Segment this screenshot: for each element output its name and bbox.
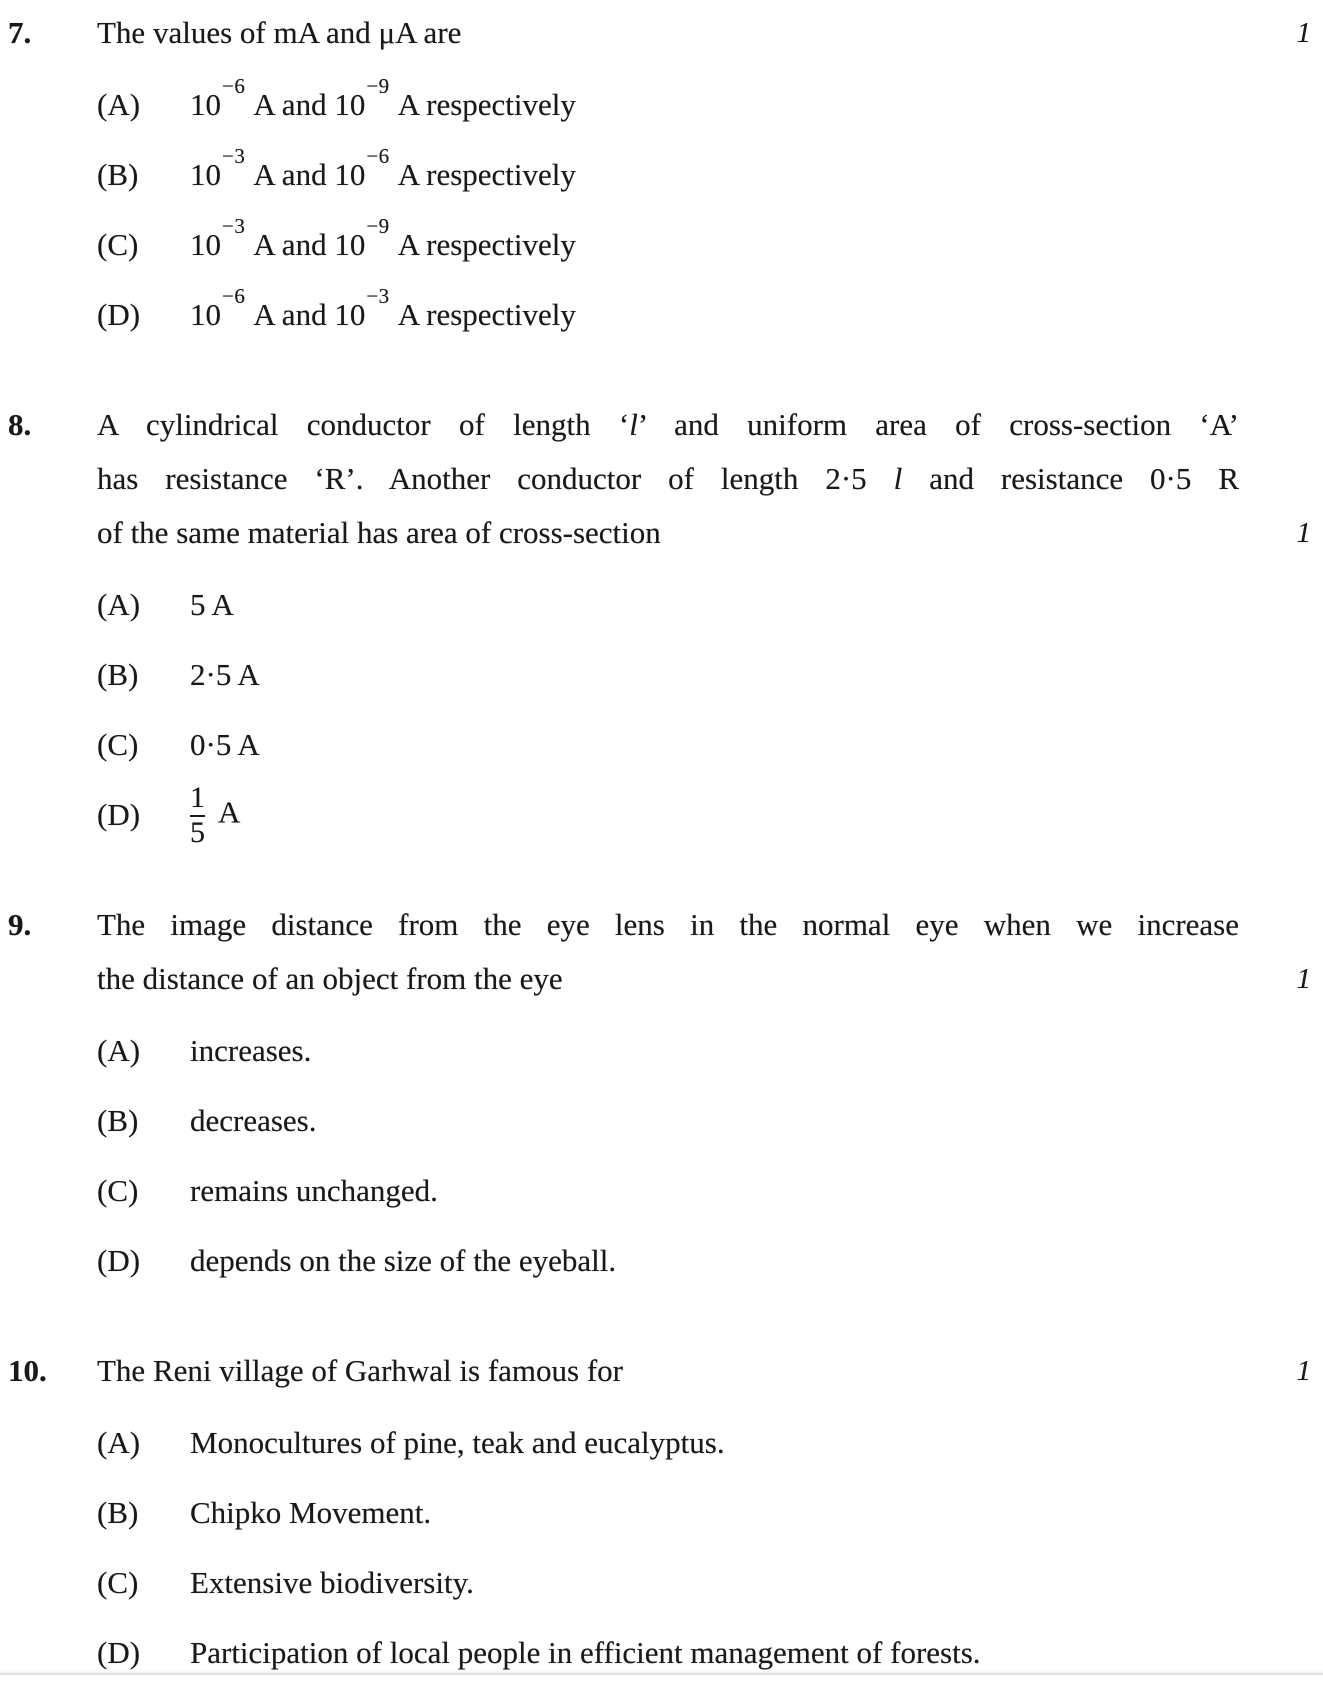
text-segment: The Reni village of Garhwal is famous for bbox=[97, 1353, 623, 1388]
text-segment: ’ and uniform area of cross-section ‘A’ bbox=[637, 407, 1239, 442]
option-8-B-letter: (B) bbox=[97, 657, 139, 692]
fraction-numerator: 1 bbox=[190, 780, 205, 814]
text-segment: A and 10 bbox=[247, 227, 366, 262]
text-segment: A respectively bbox=[391, 157, 576, 192]
option-8-B bbox=[97, 640, 1239, 710]
text-segment: A and 10 bbox=[247, 297, 366, 332]
text-segment: increases. bbox=[190, 1033, 312, 1068]
option-10-B-text bbox=[190, 1495, 1239, 1531]
fraction-denominator: 5 bbox=[190, 815, 205, 849]
option-9-A-text bbox=[190, 1033, 1239, 1069]
text-segment: 10 bbox=[190, 87, 221, 122]
question-text-line bbox=[97, 898, 1239, 952]
text-segment: the distance of an object from the eye bbox=[97, 961, 563, 996]
question-9-options bbox=[97, 1016, 1239, 1296]
option-10-B bbox=[97, 1478, 1239, 1548]
option-8-A bbox=[97, 570, 1239, 640]
option-7-B bbox=[97, 140, 1239, 210]
text-segment: 0·5 A bbox=[190, 727, 260, 762]
superscript-text: −9 bbox=[366, 73, 390, 98]
question-text-line bbox=[97, 952, 1239, 1006]
text-segment: of the same material has area of cross-section bbox=[97, 515, 661, 550]
text-segment: 2·5 A bbox=[190, 657, 260, 692]
option-10-C-letter: (C) bbox=[97, 1565, 139, 1600]
option-7-B-letter: (B) bbox=[97, 157, 139, 192]
superscript-text: −6 bbox=[366, 143, 390, 168]
text-segment: The values of mA and μA are bbox=[97, 15, 462, 50]
option-8-C bbox=[97, 710, 1239, 780]
question-8-options bbox=[97, 570, 1239, 850]
question-8-text bbox=[97, 398, 1239, 560]
option-7-D-letter: (D) bbox=[97, 297, 141, 332]
question-text-line bbox=[97, 452, 1239, 506]
option-8-D bbox=[97, 780, 1239, 850]
text-segment: A cylindrical conductor of length ‘ bbox=[97, 407, 630, 442]
option-9-D-letter: (D) bbox=[97, 1243, 141, 1278]
fraction-one-fifth bbox=[190, 780, 205, 849]
question-text-line bbox=[97, 6, 1239, 60]
superscript-text: −9 bbox=[366, 213, 390, 238]
text-segment: The image distance from the eye lens in the normal eye when we increase bbox=[97, 907, 1239, 942]
option-10-D bbox=[97, 1618, 1239, 1688]
question-10-marks: 1 bbox=[1296, 1355, 1311, 1387]
option-9-B bbox=[97, 1086, 1239, 1156]
option-8-B-text bbox=[190, 657, 1239, 693]
text-segment: 10 bbox=[190, 297, 221, 332]
question-7-text bbox=[97, 6, 1239, 60]
question-9-number: 9. bbox=[8, 907, 32, 942]
option-7-C-text bbox=[190, 213, 1239, 263]
option-10-B-letter: (B) bbox=[97, 1495, 139, 1530]
option-9-C-letter: (C) bbox=[97, 1173, 139, 1208]
text-segment: Monocultures of pine, teak and eucalyptus. bbox=[190, 1425, 725, 1460]
question-7-head bbox=[97, 6, 1311, 60]
text-segment: Chipko Movement. bbox=[190, 1495, 432, 1530]
question-text-line bbox=[97, 506, 1239, 560]
option-8-C-text bbox=[190, 727, 1239, 763]
option-7-C bbox=[97, 210, 1239, 280]
text-segment: and resistance 0·5 R bbox=[902, 461, 1239, 496]
question-10-head bbox=[97, 1344, 1311, 1398]
option-9-C-text bbox=[190, 1173, 1239, 1209]
option-9-B-text bbox=[190, 1103, 1239, 1139]
question-7-marks: 1 bbox=[1296, 17, 1311, 49]
text-segment: A respectively bbox=[391, 87, 576, 122]
text-segment: depends on the size of the eyeball. bbox=[190, 1243, 617, 1278]
superscript-text: −3 bbox=[222, 143, 246, 168]
option-10-A-letter: (A) bbox=[97, 1425, 141, 1460]
question-9-text bbox=[97, 898, 1239, 1006]
option-10-A-text bbox=[190, 1425, 1239, 1461]
option-7-A bbox=[97, 70, 1239, 140]
text-segment: A and 10 bbox=[247, 87, 366, 122]
option-7-A-letter: (A) bbox=[97, 87, 141, 122]
question-7-options bbox=[97, 70, 1239, 350]
fraction-unit: A bbox=[218, 794, 241, 830]
question-text-line bbox=[97, 398, 1239, 452]
option-9-A bbox=[97, 1016, 1239, 1086]
question-8 bbox=[0, 398, 1323, 850]
question-7-number: 7. bbox=[8, 15, 32, 50]
question-text-line bbox=[97, 1344, 1239, 1398]
text-segment: 10 bbox=[190, 157, 221, 192]
text-segment: 5 A bbox=[190, 587, 234, 622]
option-9-C bbox=[97, 1156, 1239, 1226]
text-segment: remains unchanged. bbox=[190, 1173, 438, 1208]
question-8-number: 8. bbox=[8, 407, 32, 442]
text-segment: has resistance ‘R’. Another conductor of length 2·5 bbox=[97, 461, 894, 496]
superscript-text: −3 bbox=[366, 283, 390, 308]
option-10-C-text bbox=[190, 1565, 1239, 1601]
text-segment: decreases. bbox=[190, 1103, 317, 1138]
text-segment: Participation of local people in efficient management of forests. bbox=[190, 1635, 981, 1670]
question-10 bbox=[0, 1344, 1323, 1688]
option-7-D-text bbox=[190, 283, 1239, 333]
option-9-A-letter: (A) bbox=[97, 1033, 141, 1068]
text-segment: A and 10 bbox=[247, 157, 366, 192]
option-8-C-letter: (C) bbox=[97, 727, 139, 762]
question-8-marks: 1 bbox=[1296, 517, 1311, 549]
text-segment: 10 bbox=[190, 227, 221, 262]
question-10-number: 10. bbox=[8, 1353, 47, 1388]
option-9-B-letter: (B) bbox=[97, 1103, 139, 1138]
superscript-text: −6 bbox=[222, 283, 246, 308]
superscript-text: −6 bbox=[222, 73, 246, 98]
option-9-D-text bbox=[190, 1243, 1239, 1279]
option-8-A-letter: (A) bbox=[97, 587, 141, 622]
question-10-text bbox=[97, 1344, 1239, 1398]
option-8-A-text bbox=[190, 587, 1239, 623]
option-10-A bbox=[97, 1408, 1239, 1478]
option-8-D-text bbox=[190, 780, 1239, 849]
option-7-A-text bbox=[190, 73, 1239, 123]
text-segment: A respectively bbox=[391, 227, 576, 262]
text-segment: l bbox=[629, 407, 638, 442]
text-segment: A respectively bbox=[391, 297, 576, 332]
option-8-D-letter: (D) bbox=[97, 797, 141, 832]
option-9-D bbox=[97, 1226, 1239, 1296]
option-7-D bbox=[97, 280, 1239, 350]
scan-bottom-shadow bbox=[0, 1671, 1323, 1675]
question-9-head bbox=[97, 898, 1311, 1006]
exam-paper-page bbox=[0, 6, 1323, 1675]
question-8-head bbox=[97, 398, 1311, 560]
superscript-text: −3 bbox=[222, 213, 246, 238]
option-7-C-letter: (C) bbox=[97, 227, 139, 262]
option-10-D-letter: (D) bbox=[97, 1635, 141, 1670]
option-10-C bbox=[97, 1548, 1239, 1618]
text-segment: Extensive biodiversity. bbox=[190, 1565, 474, 1600]
question-10-options bbox=[97, 1408, 1239, 1688]
question-9 bbox=[0, 898, 1323, 1296]
option-10-D-text bbox=[190, 1635, 1239, 1671]
question-9-marks: 1 bbox=[1296, 963, 1311, 995]
option-7-B-text bbox=[190, 143, 1239, 193]
question-7 bbox=[0, 6, 1323, 350]
text-segment: l bbox=[893, 461, 903, 496]
